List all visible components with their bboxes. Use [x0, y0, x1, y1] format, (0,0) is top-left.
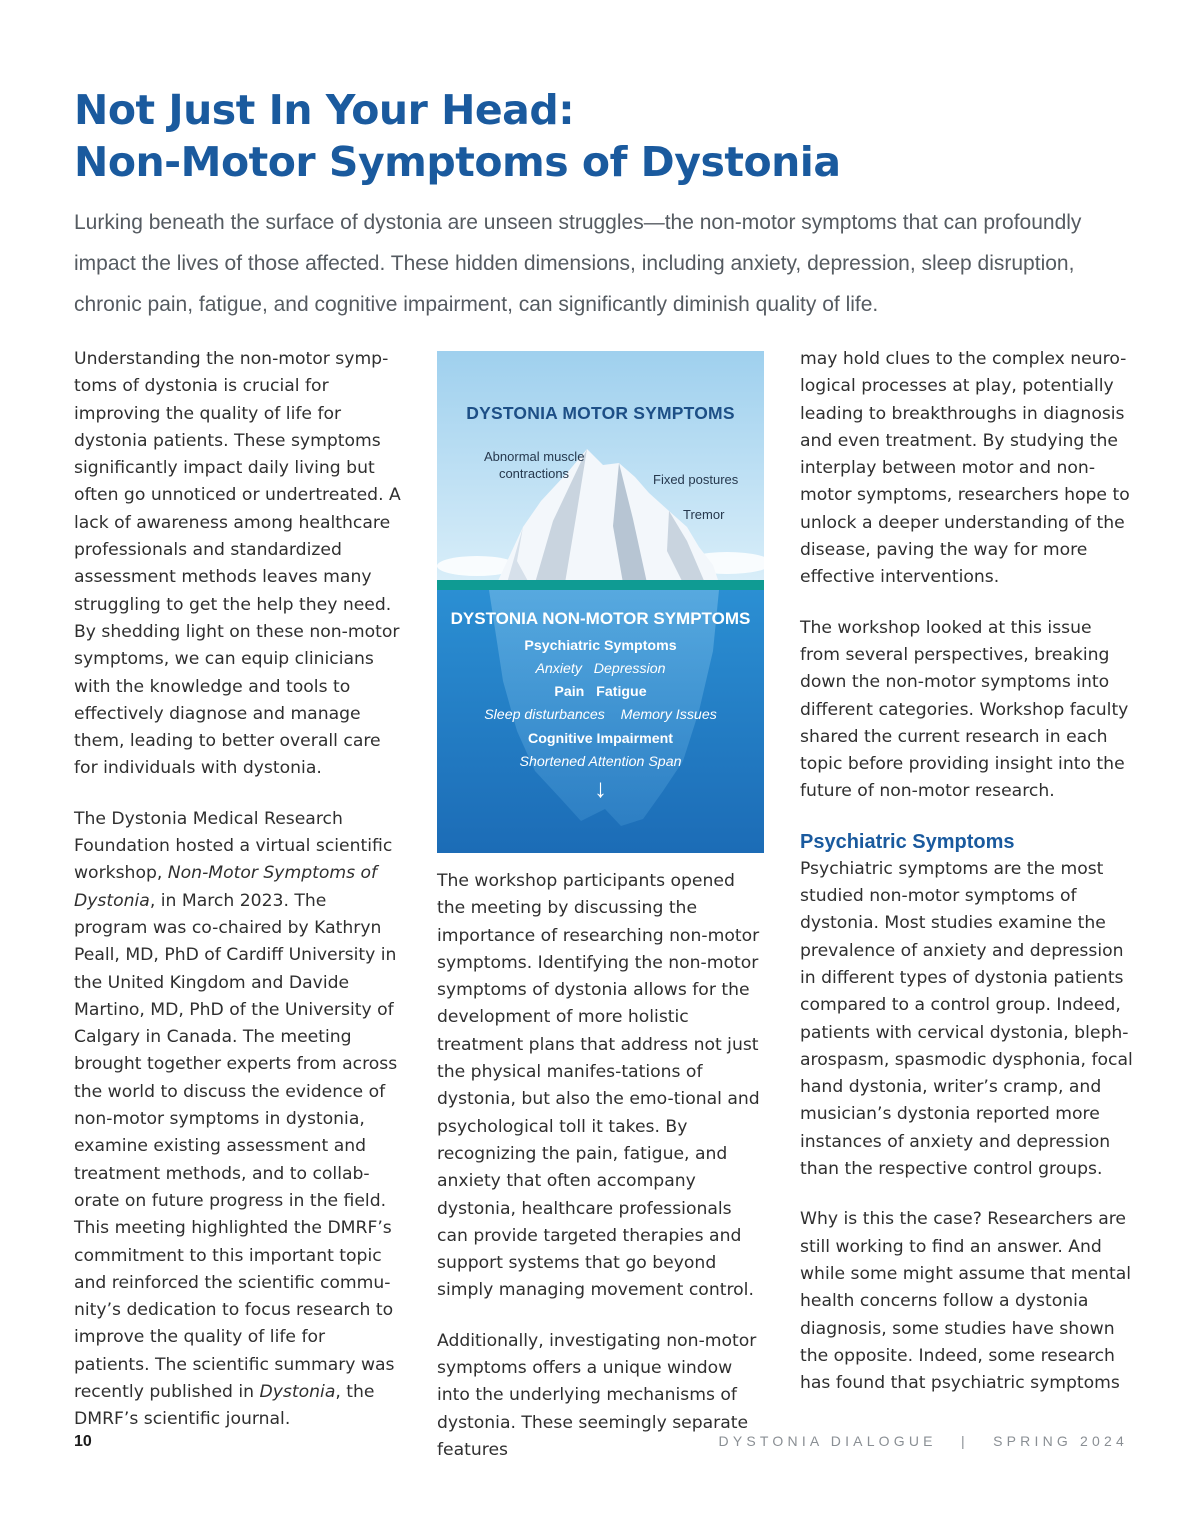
publication-footer: DYSTONIA DIALOGUE | SPRING 2024: [718, 1433, 1128, 1449]
nonmotor-line-pain-fatigue: Pain Fatigue: [554, 684, 647, 700]
motor-symptoms-heading: DYSTONIA MOTOR SYMPTOMS: [466, 403, 735, 423]
nonmotor-line-psychiatric: Psychiatric Symptoms: [524, 638, 677, 654]
nonmotor-line-cognitive: Cognitive Impairment: [527, 731, 674, 747]
column-2: [437, 868, 767, 1464]
col2-paragraph-2: Additionally, investigating non-motor symptoms offers a unique window into the underlying mechanisms of dystonia. These seemingly separate features: [437, 1330, 757, 1460]
article-title: [74, 84, 1134, 188]
column-1: [74, 346, 404, 1434]
title-line-1: Not Just In Your Head:: [74, 86, 575, 134]
col1-p2-text-b: , in March 2023. The program was co-chaired by Kathryn Peall, MD, PhD of Cardiff University in the United Kingdom and Davide Martino, MD, PhD of the University of Calgary in Canada. The meeting brought together experts from across the world to discuss the evidence of non-motor symptoms in dystonia, examine existing assessment and treatment methods, and to collab-orate on future progress in the field. This meeting highlighted the DMRF’s commitment to this important topic and reinforced the scientific commu-nity’s dedication to focus research to improve the quality of life for patients. The scientific summary was recently published in: [74, 890, 398, 1402]
page-number: 10: [74, 1433, 92, 1450]
journal-title-italic: Dystonia: [259, 1381, 336, 1402]
water-surface: [437, 580, 764, 590]
nonmotor-line-anxiety-depression: Anxiety Depression: [535, 661, 666, 677]
col3-paragraph-4: Why is this the case? Researchers are still working to find an answer. And while some might assume that mental health concerns follow a dystonia diagnosis, some studies have shown the opposite. Indeed, some research has found that psychiatric symptoms: [800, 1209, 1132, 1394]
workshop-title-italic: Non-Motor Symptoms of Dystonia: [74, 863, 378, 911]
nonmotor-symptoms-heading: DYSTONIA NON-MOTOR SYMPTOMS: [450, 609, 751, 628]
nonmotor-line-attention: Shortened Attention Span: [519, 754, 682, 770]
label-abnormal-contractions: [484, 448, 584, 482]
article-lede: Lurking beneath the surface of dystonia are unseen struggles—the non-motor symptoms that can profoundly impact the lives of those affected. These hidden dimensions, including anxiety, depression, sleep disruption, chronic pain, fatigue, and cognitive impairment, can significantly diminish quality of life.: [74, 211, 1082, 316]
col1-p2-text-c: , the DMRF’s scientific journal.: [74, 1381, 375, 1430]
label-abnormal-line-1: Abnormal muscle: [484, 449, 585, 464]
label-abnormal-line-2: contractions: [498, 466, 570, 481]
col2-paragraph-1: The workshop participants opened the meeting by discussing the importance of researching non-motor symptoms. Identifying the non-motor symptoms of dystonia allows for the development of more holistic treatment plans that address not just the physical manifes-tations of dystonia, but also the emo-tional and psychological toll it takes. By recognizing the pain, fatigue, and anxiety that often accompany dystonia, healthcare professionals can provide targeted therapies and support systems that go beyond simply managing movement control.: [437, 871, 760, 1301]
section-heading-psychiatric: Psychiatric Symptoms: [800, 830, 1015, 853]
label-fixed-postures: Fixed postures: [653, 472, 739, 487]
iceberg-figure: [437, 351, 764, 853]
col3-paragraph-1: may hold clues to the complex neuro-logical processes at play, potentially leading to breakthroughs in diagnosis and even treatment. By studying the interplay between motor and non-motor symptoms, researchers hope to unlock a deeper understanding of the disease, paving the way for more effective interventions.: [800, 349, 1130, 588]
title-line-2: Non-Motor Symptoms of Dystonia: [74, 138, 841, 186]
column-3: [800, 346, 1136, 1397]
col3-paragraph-3: Psychiatric symptoms are the most studied non-motor symptoms of dystonia. Most studies examine the prevalence of anxiety and depression in different types of dystonia patients compared to a control group. Indeed, patients with cervical dystonia, bleph-arospasm, spasmodic dysphonia, focal hand dystonia, writer’s cramp, and musician’s dystonia reported more instances of anxiety and depression than the respective control groups.: [800, 858, 1133, 1180]
nonmotor-line-sleep-memory: Sleep disturbances Memory Issues: [484, 707, 717, 723]
col3-paragraph-2: The workshop looked at this issue from several perspectives, breaking down the non-motor symptoms into different categories. Workshop faculty shared the current research in each topic before providing insight into the future of non-motor research.: [800, 617, 1129, 802]
col1-paragraph-2: [74, 806, 404, 1434]
down-arrow-icon: ↓: [594, 773, 607, 803]
col1-paragraph-1: Understanding the non-motor symp-toms of dystonia is crucial for improving the quality of life for dystonia patients. These symptoms significantly impact daily living but often go unnoticed or undertreated. A lack of awareness among healthcare professionals and standardized assessment methods leaves many struggling to get the help they need. By shedding light on these non-motor symptoms, we can equip clinicians with the knowledge and tools to effectively diagnose and manage them, leading to better overall care for individuals with dystonia.: [74, 349, 401, 779]
label-tremor: Tremor: [683, 507, 725, 522]
col1-p2-text-a: The Dystonia Medical Research Foundation hosted a virtual scientific workshop,: [74, 808, 393, 884]
